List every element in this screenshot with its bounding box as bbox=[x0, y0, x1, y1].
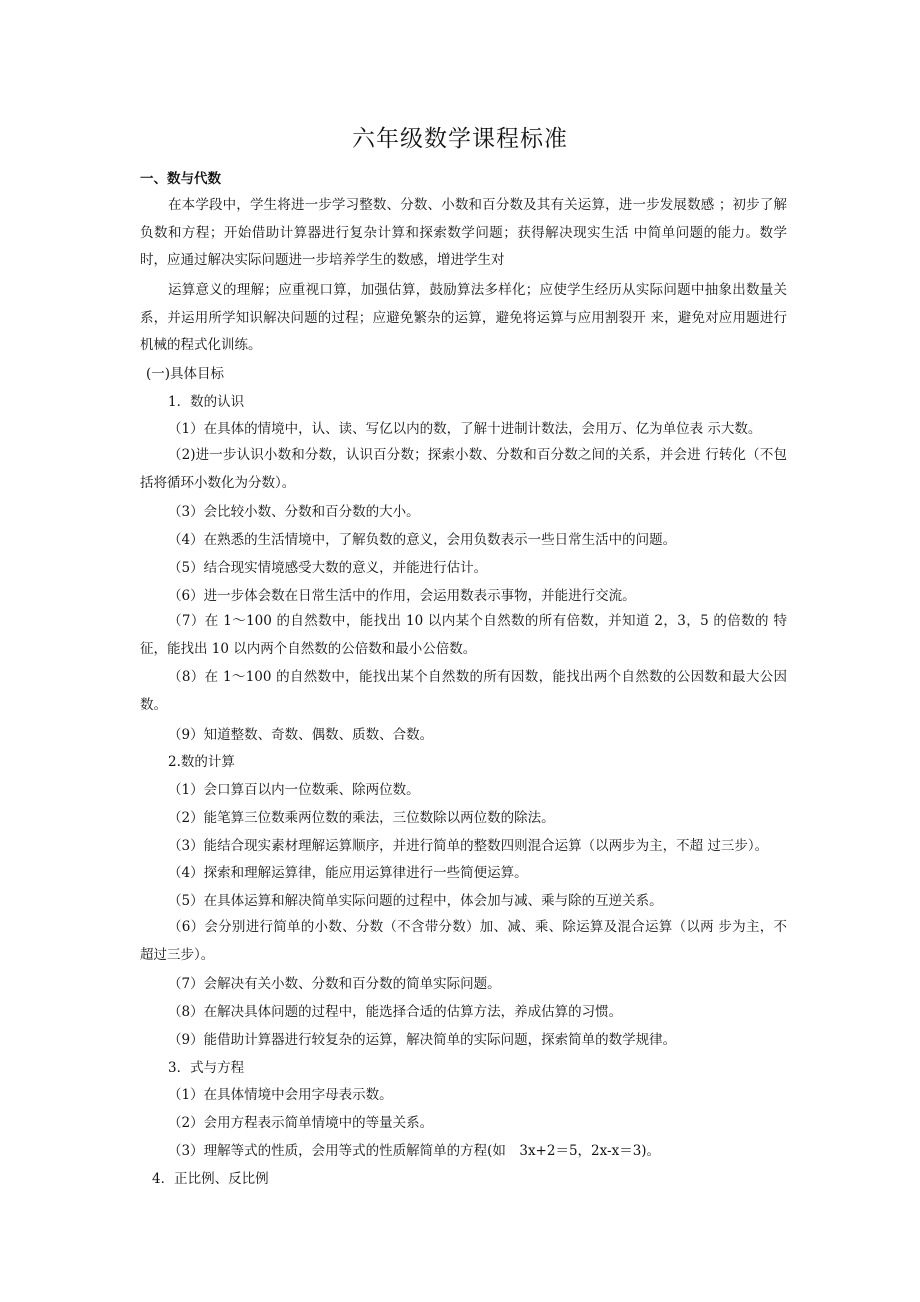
item-c1: （1）会口算百以内一位数乘、除两位数。 bbox=[168, 782, 420, 798]
item-e1: （1）在具体情境中会用字母表示数。 bbox=[168, 1087, 393, 1103]
intro-paragraph-1: 在本学段中，学生将进一步学习整数、分数、小数和百分数及其有关运算，进一步发展数感 ；初步了解负数和方程；开始借助计算器进行复杂计算和探索数学问题；获得解决现实生活 中简单问题的能力。数学时，应通过解决实际问题进一步培养学生的数感，增进学生对 bbox=[140, 197, 787, 268]
item-c6: （6）会分别进行简单的小数、分数（不含带分数）加、减、乘、除运算及混合运算（以两 步为主，不超过三步）。 bbox=[140, 919, 787, 963]
item-c4: （4）探索和理解运算律，能应用运算律进行一些简便运算。 bbox=[168, 865, 528, 881]
item-c5: （5）在具体运算和解决简单实际问题的过程中，体会加与减、乘与除的互逆关系。 bbox=[168, 893, 663, 909]
document-title: 六年级数学课程标准 bbox=[352, 126, 568, 152]
item-n1: （1）在具体的情境中，认、读、写亿以内的数，了解十进制计数法，会用万、亿为单位表 示大数。 bbox=[168, 421, 762, 437]
item-e3: （3）理解等式的性质，会用等式的性质解简单的方程(如 3x+2＝5，2x-x＝3)。 bbox=[168, 1143, 661, 1159]
item-c3: （3）能结合现实素材理解运算顺序，并进行简单的整数四则混合运算（以两步为主，不超 过三步）。 bbox=[168, 838, 769, 854]
heading-proportion: 4．正比例、反比例 bbox=[152, 1171, 269, 1187]
item-c8: （8）在解决具体问题的过程中，能选择合适的估算方法，养成估算的习惯。 bbox=[168, 1004, 623, 1020]
item-n6: （6）进一步体会数在日常生活中的作用，会运用数表示事物，并能进行交流。 bbox=[168, 588, 636, 604]
item-n5: （5）结合现实情境感受大数的意义，并能进行估计。 bbox=[168, 560, 488, 576]
item-n9: （9）知道整数、奇数、偶数、质数、合数。 bbox=[168, 727, 434, 743]
heading-equations: 3．式与方程 bbox=[168, 1060, 245, 1076]
item-n3: （3）会比较小数、分数和百分数的大小。 bbox=[168, 504, 420, 520]
item-c7: （7）会解决有关小数、分数和百分数的简单实际问题。 bbox=[168, 976, 501, 992]
item-n8: （8）在 1～100 的自然数中，能找出某个自然数的所有因数，能找出两个自然数的公因数和最大公因数。 bbox=[140, 669, 787, 713]
intro-paragraph-2: 运算意义的理解；应重视口算，加强估算，鼓励算法多样化；应使学生经历从实际问题中抽象出数量关系，并运用所学知识解决问题的过程；应避免繁杂的运算，避免将运算与应用割裂开 来，避免对应用题进行机械的程式化训练。 bbox=[140, 282, 787, 353]
item-n4: （4）在熟悉的生活情境中，了解负数的意义，会用负数表示一些日常生活中的问题。 bbox=[168, 532, 677, 548]
item-n2: （2)进一步认识小数和分数，认识百分数；探索小数、分数和百分数之间的关系，并会进 行转化（不包括将循环小数化为分数）。 bbox=[140, 447, 787, 491]
item-c2: （2）能笔算三位数乘两位数的乘法，三位数除以两位数的除法。 bbox=[168, 810, 555, 826]
item-c9: （9）能借助计算器进行较复杂的运算，解决简单的实际问题，探索简单的数学规律。 bbox=[168, 1032, 677, 1048]
item-n7: （7）在 1～100 的自然数中，能找出 10 以内某个自然数的所有倍数，并知道 2，3，5 的倍数的 特征，能找出 10 以内两个自然数的公倍数和最小公倍数。 bbox=[140, 613, 787, 657]
section-heading: 一、数与代数 bbox=[140, 171, 221, 187]
item-e2: （2）会用方程表示简单情境中的等量关系。 bbox=[168, 1115, 434, 1131]
subsection-heading: (一)具体目标 bbox=[146, 366, 225, 382]
heading-calculation: 2.数的计算 bbox=[168, 754, 235, 770]
heading-number-recognition: 1．数的认识 bbox=[168, 394, 245, 410]
